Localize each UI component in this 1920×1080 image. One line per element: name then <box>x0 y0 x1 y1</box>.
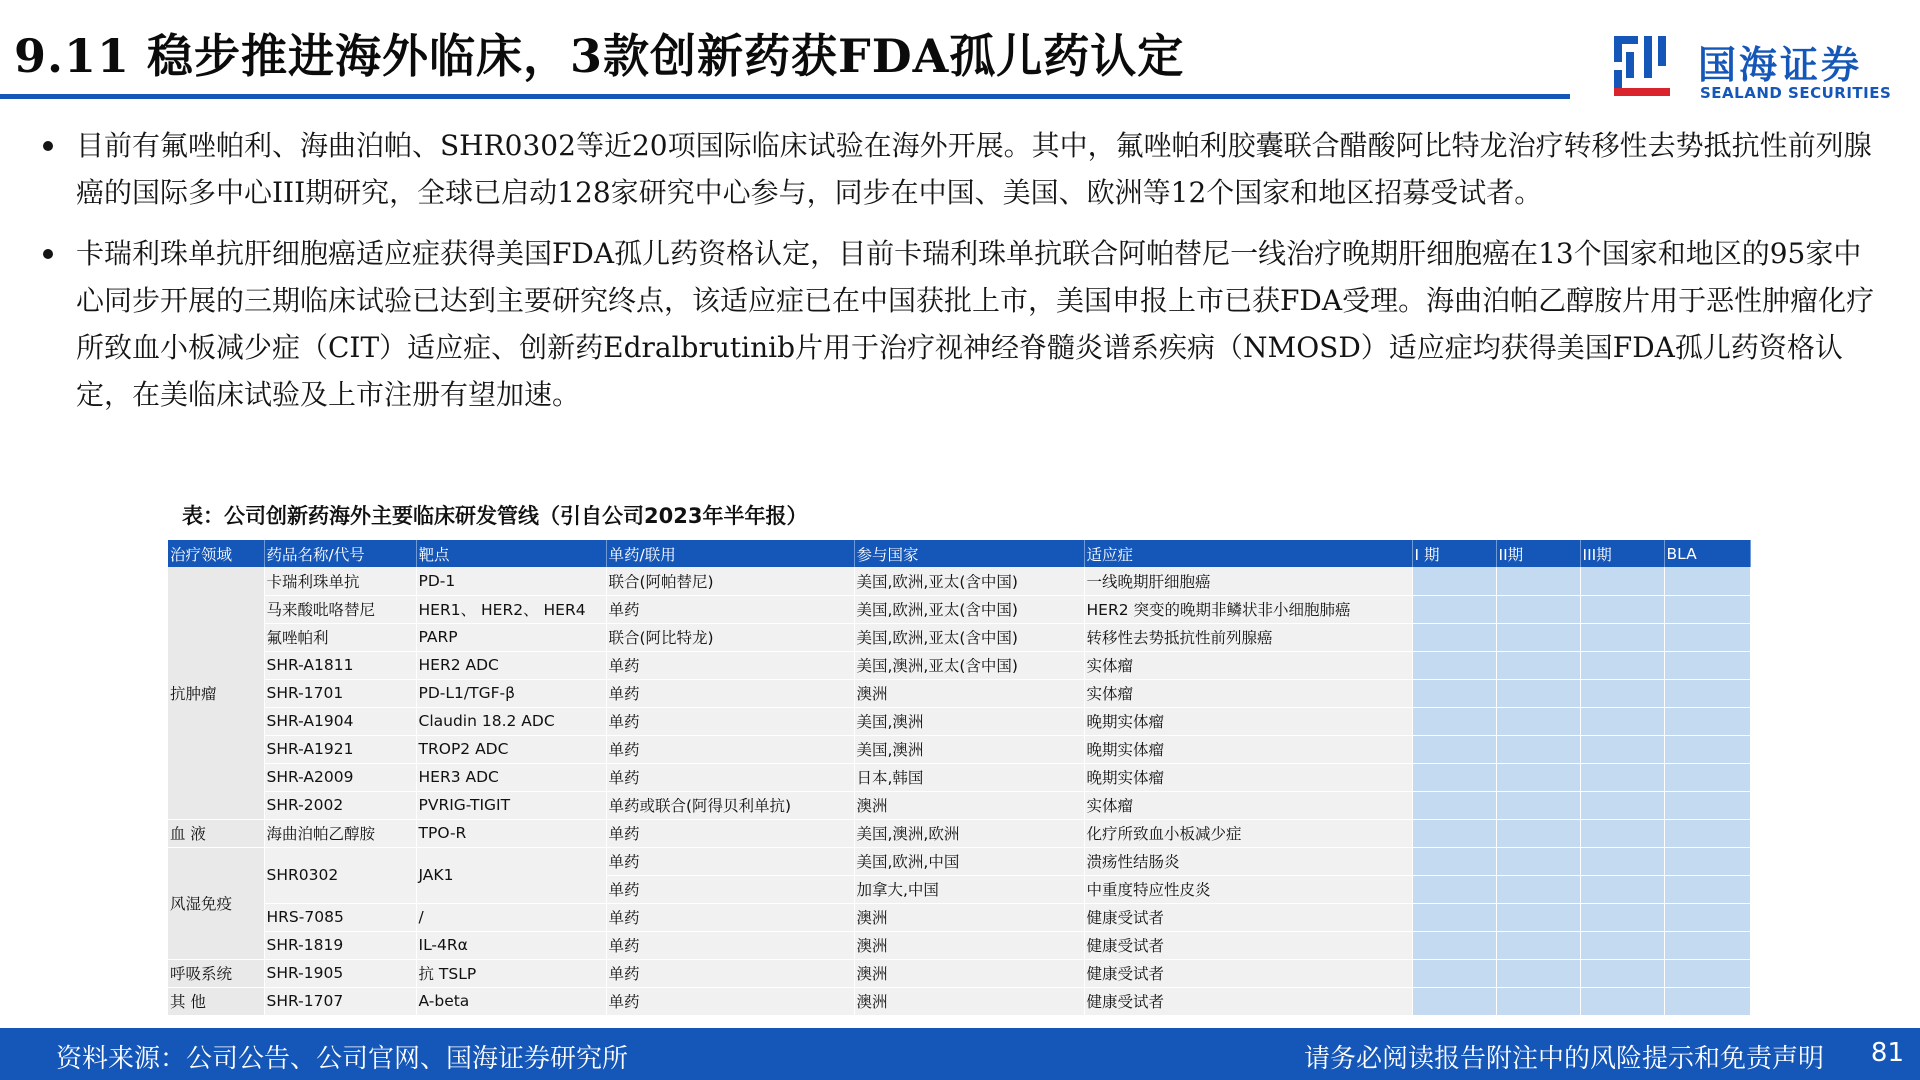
cell-indication: 健康受试者 <box>1084 931 1412 959</box>
cell-drug: SHR-2002 <box>264 791 416 819</box>
cell-countries: 澳洲 <box>854 987 1084 1015</box>
cell-phase <box>1412 763 1496 791</box>
cell-area: 抗肿瘤 <box>168 567 264 819</box>
pipeline-table <box>168 540 1751 1016</box>
cell-drug: SHR-1905 <box>264 959 416 987</box>
table-row <box>168 931 1750 959</box>
cell-target: PD-L1/TGF-β <box>416 679 606 707</box>
cell-phase <box>1580 847 1664 875</box>
cell-drug: SHR-A1904 <box>264 707 416 735</box>
cell-mode: 单药 <box>606 931 854 959</box>
bullet-item-overseas-trials: 目前有氟唑帕利、海曲泊帕、SHR0302等近20项国际临床试验在海外开展。其中，氟唑帕利胶囊联合醋酸阿比特龙治疗转移性去势抵抗性前列腺癌的国际多中心III期研究，全球已启动128家研究中心参与，同步在中国、美国、欧洲等12个国家和地区招募受试者。 <box>40 122 1880 216</box>
logo-chinese-name: 国海证券 <box>1698 43 1863 87</box>
header-phase-1: I 期 <box>1412 540 1496 567</box>
cell-phase <box>1496 651 1580 679</box>
cell-target: JAK1 <box>416 847 606 903</box>
title-underline <box>0 94 1570 99</box>
cell-countries: 美国,澳洲,欧洲 <box>854 819 1084 847</box>
cell-drug: SHR-A1921 <box>264 735 416 763</box>
cell-countries: 美国,欧洲,亚太(含中国) <box>854 623 1084 651</box>
cell-phase <box>1580 987 1664 1015</box>
cell-phase <box>1412 903 1496 931</box>
cell-phase <box>1496 875 1580 903</box>
cell-drug: 海曲泊帕乙醇胺 <box>264 819 416 847</box>
header-mode: 单药/联用 <box>606 540 854 567</box>
cell-phase <box>1496 791 1580 819</box>
disclaimer-note: 请务必阅读报告附注中的风险提示和免责声明 <box>1303 1044 1824 1074</box>
cell-mode: 单药 <box>606 987 854 1015</box>
cell-drug: 氟唑帕利 <box>264 623 416 651</box>
cell-phase <box>1496 987 1580 1015</box>
cell-phase <box>1580 959 1664 987</box>
header-drug: 药品名称/代号 <box>264 540 416 567</box>
table-row <box>168 623 1750 651</box>
cell-target: PVRIG-TIGIT <box>416 791 606 819</box>
cell-mode: 单药 <box>606 595 854 623</box>
cell-target: TROP2 ADC <box>416 735 606 763</box>
cell-indication: 晚期实体瘤 <box>1084 763 1412 791</box>
cell-phase <box>1664 931 1750 959</box>
cell-countries: 澳洲 <box>854 959 1084 987</box>
cell-phase <box>1664 623 1750 651</box>
cell-phase <box>1580 931 1664 959</box>
cell-phase <box>1664 595 1750 623</box>
slide-header <box>0 0 1920 104</box>
cell-phase <box>1664 959 1750 987</box>
cell-phase <box>1496 847 1580 875</box>
header-countries: 参与国家 <box>854 540 1084 567</box>
cell-indication: 溃疡性结肠炎 <box>1084 847 1412 875</box>
cell-phase <box>1664 679 1750 707</box>
table-header-row <box>168 540 1750 567</box>
cell-drug: SHR-A1811 <box>264 651 416 679</box>
cell-countries: 美国,欧洲,亚太(含中国) <box>854 595 1084 623</box>
cell-phase <box>1412 819 1496 847</box>
cell-mode: 单药 <box>606 959 854 987</box>
cell-indication: 晚期实体瘤 <box>1084 707 1412 735</box>
cell-countries: 美国,欧洲,中国 <box>854 847 1084 875</box>
cell-area: 呼吸系统 <box>168 959 264 987</box>
cell-countries: 澳洲 <box>854 791 1084 819</box>
cell-drug: 马来酸吡咯替尼 <box>264 595 416 623</box>
table-row <box>168 707 1750 735</box>
cell-target: Claudin 18.2 ADC <box>416 707 606 735</box>
header-indication: 适应症 <box>1084 540 1412 567</box>
cell-countries: 美国,澳洲 <box>854 707 1084 735</box>
cell-indication: 一线晚期肝细胞癌 <box>1084 567 1412 595</box>
cell-drug: SHR-1701 <box>264 679 416 707</box>
cell-mode: 单药或联合(阿得贝利单抗) <box>606 791 854 819</box>
cell-mode: 联合(阿帕替尼) <box>606 567 854 595</box>
cell-countries: 美国,澳洲 <box>854 735 1084 763</box>
slide-footer <box>0 1028 1920 1080</box>
cell-phase <box>1412 595 1496 623</box>
cell-indication: 实体瘤 <box>1084 651 1412 679</box>
table-row <box>168 763 1750 791</box>
cell-phase <box>1496 931 1580 959</box>
header-phase-3: III期 <box>1580 540 1664 567</box>
cell-mode: 单药 <box>606 763 854 791</box>
cell-target: HER1、 HER2、 HER4 <box>416 595 606 623</box>
source-note: 资料来源：公司公告、公司官网、国海证券研究所 <box>56 1044 629 1074</box>
cell-countries: 澳洲 <box>854 903 1084 931</box>
table-row <box>168 847 1750 875</box>
cell-indication: 健康受试者 <box>1084 959 1412 987</box>
cell-phase <box>1412 567 1496 595</box>
cell-target: / <box>416 903 606 931</box>
page-title: 9.11 稳步推进海外临床，3款创新药获FDA孤儿药认定 <box>14 29 1185 83</box>
cell-countries: 美国,欧洲,亚太(含中国) <box>854 567 1084 595</box>
cell-phase <box>1412 987 1496 1015</box>
cell-mode: 单药 <box>606 819 854 847</box>
cell-phase <box>1664 651 1750 679</box>
header-phase-2: II期 <box>1496 540 1580 567</box>
table-row <box>168 735 1750 763</box>
cell-area: 其 他 <box>168 987 264 1015</box>
table-caption: 表：公司创新药海外主要临床研发管线（引自公司2023年半年报） <box>182 504 808 528</box>
cell-phase <box>1580 623 1664 651</box>
company-logo <box>1612 28 1912 104</box>
cell-indication: 转移性去势抵抗性前列腺癌 <box>1084 623 1412 651</box>
cell-phase <box>1412 959 1496 987</box>
cell-phase <box>1664 819 1750 847</box>
cell-indication: 化疗所致血小板减少症 <box>1084 819 1412 847</box>
cell-phase <box>1580 735 1664 763</box>
cell-area: 风湿免疫 <box>168 847 264 959</box>
cell-phase <box>1412 735 1496 763</box>
cell-mode: 单药 <box>606 903 854 931</box>
cell-mode: 单药 <box>606 651 854 679</box>
cell-phase <box>1412 875 1496 903</box>
cell-countries: 澳洲 <box>854 679 1084 707</box>
cell-drug: SHR-1707 <box>264 987 416 1015</box>
cell-phase <box>1580 819 1664 847</box>
cell-phase <box>1664 567 1750 595</box>
cell-mode: 联合(阿比特龙) <box>606 623 854 651</box>
table-row <box>168 791 1750 819</box>
logo-english-name: SEALAND SECURITIES <box>1700 84 1892 102</box>
cell-phase <box>1412 651 1496 679</box>
cell-drug: SHR0302 <box>264 847 416 903</box>
cell-indication: 实体瘤 <box>1084 791 1412 819</box>
cell-indication: HER2 突变的晚期非鳞状非小细胞肺癌 <box>1084 595 1412 623</box>
page-number: 81 <box>1870 1038 1904 1068</box>
cell-target: A-beta <box>416 987 606 1015</box>
cell-target: PARP <box>416 623 606 651</box>
cell-phase <box>1496 819 1580 847</box>
cell-phase <box>1580 875 1664 903</box>
table-row <box>168 595 1750 623</box>
cell-indication: 中重度特应性皮炎 <box>1084 875 1412 903</box>
table-row <box>168 567 1750 595</box>
cell-drug: SHR-A2009 <box>264 763 416 791</box>
cell-area: 血 液 <box>168 819 264 847</box>
cell-phase <box>1664 763 1750 791</box>
cell-phase <box>1496 679 1580 707</box>
table-row <box>168 651 1750 679</box>
cell-phase <box>1496 707 1580 735</box>
cell-mode: 单药 <box>606 847 854 875</box>
cell-drug: 卡瑞利珠单抗 <box>264 567 416 595</box>
cell-indication: 健康受试者 <box>1084 987 1412 1015</box>
cell-phase <box>1412 679 1496 707</box>
table-row <box>168 903 1750 931</box>
cell-drug: SHR-1819 <box>264 931 416 959</box>
table-row <box>168 987 1750 1015</box>
cell-target: PD-1 <box>416 567 606 595</box>
cell-indication: 实体瘤 <box>1084 679 1412 707</box>
cell-countries: 加拿大,中国 <box>854 875 1084 903</box>
cell-mode: 单药 <box>606 875 854 903</box>
cell-phase <box>1412 707 1496 735</box>
cell-phase <box>1580 903 1664 931</box>
cell-phase <box>1412 623 1496 651</box>
cell-phase <box>1664 791 1750 819</box>
cell-phase <box>1496 763 1580 791</box>
bullet-item-fda-orphan-drug: 卡瑞利珠单抗肝细胞癌适应症获得美国FDA孤儿药资格认定，目前卡瑞利珠单抗联合阿帕替尼一线治疗晚期肝细胞癌在13个国家和地区的95家中心同步开展的三期临床试验已达到主要研究终点，该适应症已在中国获批上市，美国申报上市已获FDA受理。海曲泊帕乙醇胺片用于恶性肿瘤化疗所致血小板减少症（CIT）适应症、创新药Edralbrutinib片用于治疗视神经脊髓炎谱系疾病（NMOSD）适应症均获得美国FDA孤儿药资格认定，在美临床试验及上市注册有望加速。 <box>40 230 1880 418</box>
header-area: 治疗领域 <box>168 540 264 567</box>
cell-countries: 澳洲 <box>854 931 1084 959</box>
cell-phase <box>1412 791 1496 819</box>
cell-phase <box>1580 651 1664 679</box>
cell-phase <box>1580 595 1664 623</box>
cell-phase <box>1496 959 1580 987</box>
cell-countries: 日本,韩国 <box>854 763 1084 791</box>
header-bla: BLA <box>1664 540 1750 567</box>
cell-indication: 晚期实体瘤 <box>1084 735 1412 763</box>
cell-phase <box>1496 567 1580 595</box>
cell-phase <box>1664 987 1750 1015</box>
cell-countries: 美国,澳洲,亚太(含中国) <box>854 651 1084 679</box>
cell-phase <box>1496 735 1580 763</box>
cell-phase <box>1664 847 1750 875</box>
cell-indication: 健康受试者 <box>1084 903 1412 931</box>
table-row <box>168 819 1750 847</box>
table-row <box>168 679 1750 707</box>
cell-phase <box>1580 567 1664 595</box>
cell-target: 抗 TSLP <box>416 959 606 987</box>
cell-phase <box>1664 875 1750 903</box>
cell-target: IL-4Rα <box>416 931 606 959</box>
cell-phase <box>1580 707 1664 735</box>
sealand-logo-icon <box>1612 34 1672 98</box>
cell-target: HER3 ADC <box>416 763 606 791</box>
cell-phase <box>1496 595 1580 623</box>
cell-mode: 单药 <box>606 707 854 735</box>
cell-phase <box>1412 931 1496 959</box>
cell-phase <box>1580 679 1664 707</box>
cell-phase <box>1664 735 1750 763</box>
cell-mode: 单药 <box>606 735 854 763</box>
table-row <box>168 959 1750 987</box>
cell-target: HER2 ADC <box>416 651 606 679</box>
cell-phase <box>1412 847 1496 875</box>
cell-drug: HRS-7085 <box>264 903 416 931</box>
bullet-list <box>40 122 1880 432</box>
cell-phase <box>1664 903 1750 931</box>
cell-phase <box>1496 623 1580 651</box>
cell-phase <box>1580 763 1664 791</box>
cell-target: TPO-R <box>416 819 606 847</box>
cell-phase <box>1664 707 1750 735</box>
cell-mode: 单药 <box>606 679 854 707</box>
header-target: 靶点 <box>416 540 606 567</box>
cell-phase <box>1580 791 1664 819</box>
cell-phase <box>1496 903 1580 931</box>
